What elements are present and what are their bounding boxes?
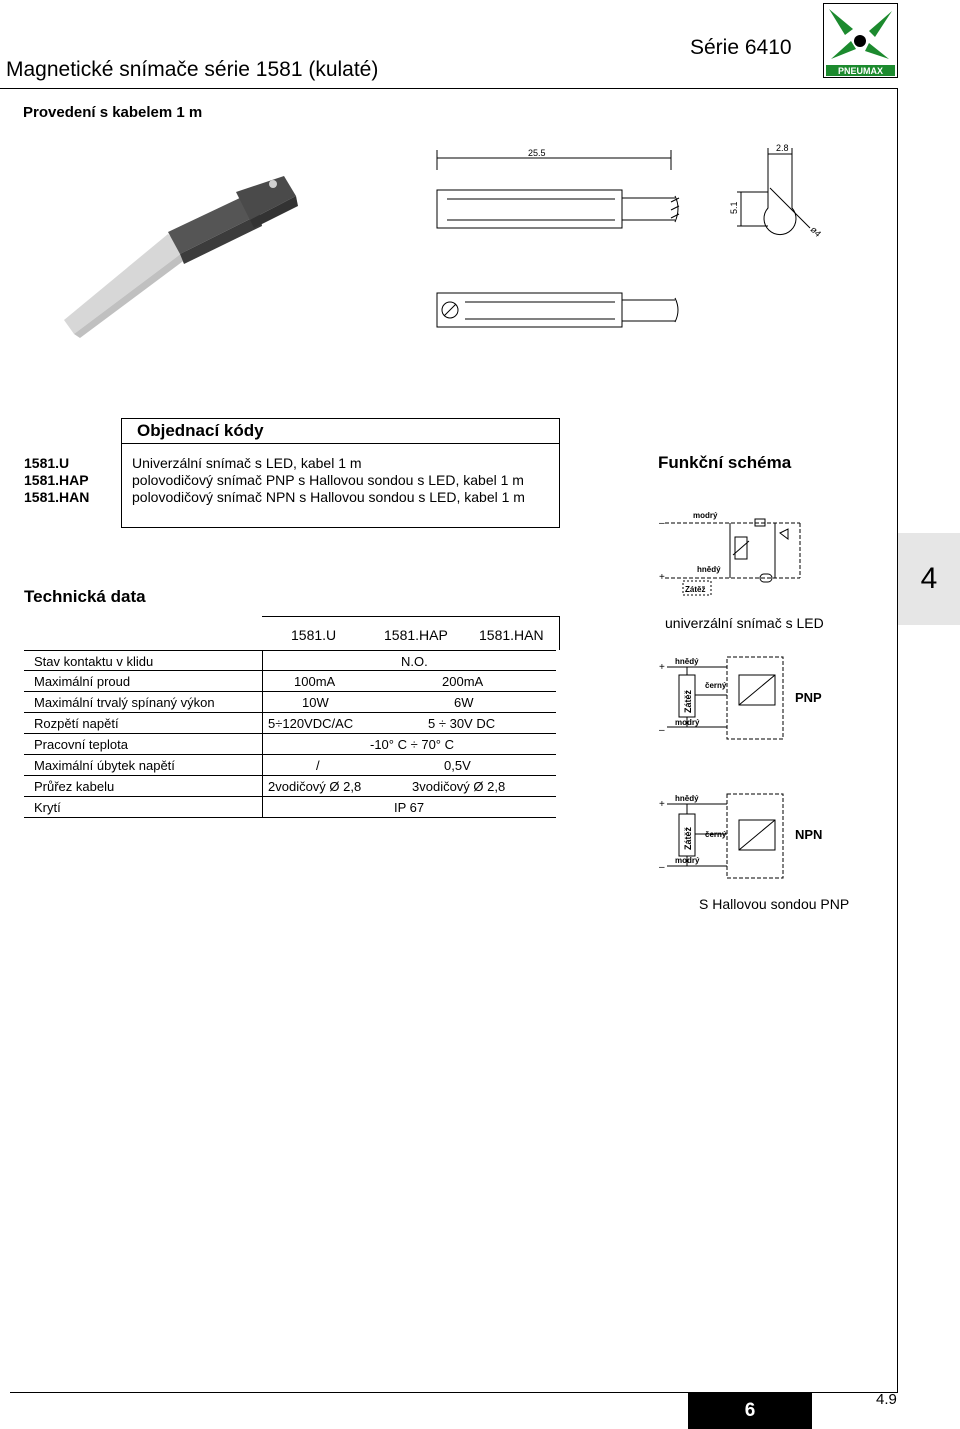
wire-black-label: černý bbox=[705, 830, 727, 839]
order-desc-list bbox=[132, 455, 525, 506]
universal-schematic bbox=[655, 505, 815, 610]
table-row bbox=[24, 776, 556, 797]
pneumax-logo bbox=[823, 3, 898, 78]
dim-width: 2.8 bbox=[776, 143, 789, 153]
logo-text: PNEUMAX bbox=[837, 66, 884, 76]
dim-length: 25.5 bbox=[528, 148, 546, 158]
row-value: IP 67 bbox=[394, 800, 425, 815]
wire-brown-label: hnědý bbox=[697, 565, 721, 574]
wire-blue-label: modrý bbox=[675, 856, 700, 865]
row-label: Maximální trvalý spínaný výkon bbox=[34, 695, 215, 710]
row-label: Stav kontaktu v klidu bbox=[34, 654, 154, 669]
tech-data-title: Technická data bbox=[24, 587, 146, 606]
table-column-divider bbox=[262, 650, 263, 818]
table-row bbox=[24, 671, 556, 692]
row-value: 200mA bbox=[442, 674, 484, 689]
page-title: Magnetické snímače série 1581 (kulaté) bbox=[6, 58, 379, 81]
order-desc: Univerzální snímač s LED, kabel 1 m bbox=[132, 455, 362, 471]
wire-brown-label: hnědý bbox=[675, 657, 699, 666]
table-row bbox=[24, 650, 556, 671]
row-value: 10W bbox=[302, 695, 329, 710]
row-value: -10° C ÷ 70° C bbox=[370, 737, 455, 752]
minus-sign: – bbox=[659, 862, 665, 873]
order-code: 1581.HAN bbox=[24, 489, 90, 505]
caption-hall: S Hallovou sondou PNP bbox=[699, 896, 850, 912]
table-row bbox=[24, 755, 556, 776]
order-code: 1581.HAP bbox=[24, 472, 89, 488]
pnp-label: PNP bbox=[795, 690, 822, 705]
wire-brown-label: hnědý bbox=[675, 794, 699, 803]
function-scheme-title: Funkční schéma bbox=[658, 453, 792, 472]
minus-sign: – bbox=[659, 518, 665, 529]
order-code-list bbox=[24, 455, 89, 506]
row-label: Průřez kabelu bbox=[34, 779, 115, 794]
row-value: 5 ÷ 30V DC bbox=[428, 716, 496, 731]
table-row bbox=[24, 713, 556, 734]
row-value: 0,5V bbox=[444, 758, 471, 773]
row-label: Krytí bbox=[34, 800, 61, 815]
plus-sign: + bbox=[659, 799, 665, 810]
dim-diameter: ø4 bbox=[808, 224, 824, 239]
series-label: Série 6410 bbox=[690, 36, 792, 59]
caption-universal: univerzální snímač s LED bbox=[665, 615, 824, 631]
chapter-tab: 4 bbox=[898, 533, 960, 625]
row-value: 100mA bbox=[294, 674, 336, 689]
dim-height: 5.1 bbox=[729, 201, 739, 214]
column-header: 1581.HAP bbox=[384, 627, 448, 643]
row-label: Pracovní teplota bbox=[34, 737, 128, 752]
table-row bbox=[24, 797, 556, 818]
plus-sign: + bbox=[659, 662, 665, 673]
load-label: Zátěž bbox=[685, 585, 706, 594]
row-value: N.O. bbox=[401, 654, 428, 669]
npn-label: NPN bbox=[795, 827, 823, 842]
order-code: 1581.U bbox=[24, 455, 70, 471]
minus-sign: – bbox=[659, 725, 665, 736]
order-desc: polovodičový snímač NPN s Hallovou sondou s LED, kabel 1 m bbox=[132, 489, 525, 505]
technical-drawing bbox=[425, 140, 845, 345]
order-desc: polovodičový snímač PNP s Hallovou sondou s LED, kabel 1 m bbox=[132, 472, 524, 488]
load-label: Zátěž bbox=[683, 826, 693, 850]
npn-schematic bbox=[655, 792, 855, 887]
page-number: 4.9 bbox=[876, 1391, 897, 1408]
wire-blue-label: modrý bbox=[693, 511, 718, 520]
plus-sign: + bbox=[659, 572, 665, 583]
row-value: 2vodičový Ø 2,8 bbox=[268, 779, 362, 794]
column-header: 1581.U bbox=[291, 627, 337, 643]
section-cable-heading: Provedení s kabelem 1 m bbox=[23, 104, 203, 121]
load-label: Zátěž bbox=[683, 689, 693, 713]
row-value: 3vodičový Ø 2,8 bbox=[412, 779, 506, 794]
row-value: 5÷120VDC/AC bbox=[268, 716, 354, 731]
pnp-schematic bbox=[655, 655, 855, 750]
table-row bbox=[24, 692, 556, 713]
row-value: / bbox=[316, 758, 320, 773]
row-label: Maximální proud bbox=[34, 674, 131, 689]
product-photo bbox=[60, 170, 320, 345]
row-label: Rozpětí napětí bbox=[34, 716, 119, 731]
wire-black-label: černý bbox=[705, 681, 727, 690]
row-label: Maximální úbytek napětí bbox=[34, 758, 175, 773]
table-row bbox=[24, 734, 556, 755]
row-value: 6W bbox=[454, 695, 474, 710]
wire-blue-label: modrý bbox=[675, 718, 700, 727]
column-header: 1581.HAN bbox=[479, 627, 544, 643]
page-box: 6 bbox=[688, 1392, 812, 1429]
order-codes-title: Objednací kódy bbox=[121, 418, 560, 444]
